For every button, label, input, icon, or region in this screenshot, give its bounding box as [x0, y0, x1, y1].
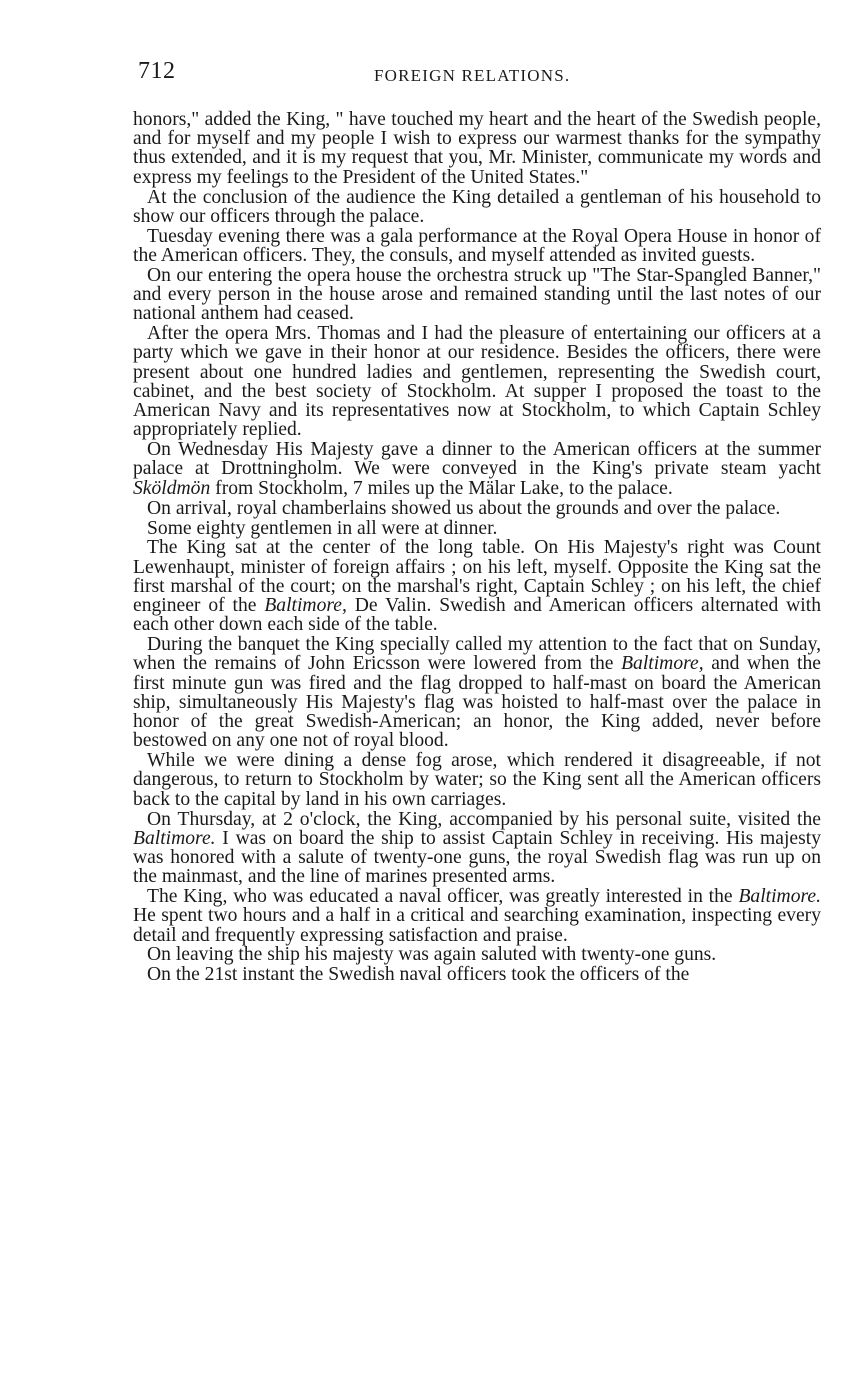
- paragraph-text: On the 21st instant the Swedish naval officers took the officers of the: [147, 964, 690, 986]
- paragraph-text: from Stockholm, 7 miles up the Mälar Lake, to the palace.: [210, 477, 673, 499]
- italic-ship-name: Baltimore,: [621, 653, 704, 675]
- italic-ship-name: Sköldmön: [133, 477, 211, 499]
- paragraph-text: During the banquet the King specially called my attention to the fact that on Sunday, when the remains of John Ericsson were lowered from the: [133, 634, 821, 675]
- paragraph: [133, 227, 821, 265]
- paragraph-text: While we were dining a dense fog arose, which rendered it disagreeable, if not dangerous, to return to Stockholm by water; so the King sent all the American officers back to the capital by land in his own carriages.: [133, 750, 821, 810]
- running-head: FOREIGN RELATIONS.: [374, 66, 571, 85]
- paragraph: [133, 945, 821, 964]
- paragraph-text: On leaving the ship his majesty was again saluted with twenty-one guns.: [147, 944, 717, 966]
- page-number: 712: [138, 58, 176, 84]
- paragraph: [133, 188, 821, 226]
- paragraph-text: Some eighty gentlemen in all were at dinner.: [147, 517, 498, 539]
- paragraph: [133, 499, 821, 518]
- paragraph: [133, 324, 821, 439]
- body-text: [133, 110, 821, 985]
- italic-ship-name: Baltimore.: [738, 886, 821, 908]
- paragraph-text: honors," added the King, " have touched my heart and the heart of the Swedish people, and for myself and my people I wish to express our warmest thanks for the sympathy thus extended, and it is my request that you, Mr. Minister, communicate my words and express my feelings to the President of the United States.": [133, 109, 821, 188]
- paragraph: [133, 887, 821, 945]
- paragraph: [133, 965, 821, 984]
- paragraph: [133, 266, 821, 324]
- paragraph-text: The King sat at the center of the long table. On His Majesty's right was Count Lewenhaupt, minister of foreign affairs ; on his left, myself. Opposite the King sat the first marshal of the court; on the marshal's right, Captain Schley ; on his left, the chief engineer of the: [133, 537, 821, 617]
- paragraph-text: Tuesday evening there was a gala performance at the Royal Opera House in honor of the American officers. They, the consuls, and myself attended as invited guests.: [133, 225, 821, 266]
- paragraph: [133, 440, 821, 498]
- paragraph-text: At the conclusion of the audience the King detailed a gentleman of his household to show our officers through the palace.: [133, 186, 821, 227]
- paragraph: [133, 110, 821, 187]
- paragraph: [133, 635, 821, 750]
- italic-ship-name: Baltimore.: [133, 827, 216, 849]
- paragraph-text: On Wednesday His Majesty gave a dinner to the American officers at the summer palace at Drottningholm. We were conveyed in the King's private steam yacht: [133, 439, 821, 480]
- paragraph: [133, 751, 821, 809]
- paragraph-text: and when the first minute gun was fired and the flag dropped to half-mast on board the American ship, simultaneously His Majesty's flag was hoisted to half-mast over the palace in honor of the great Swedish-American; an honor, the King added, never before bestowed on any one not of royal blood.: [133, 653, 821, 752]
- page-header: [138, 58, 828, 88]
- paragraph: [133, 810, 821, 887]
- paragraph-text: After the opera Mrs. Thomas and I had the pleasure of entertaining our officers at a party which we gave in their honor at our residence. Besides the officers, there were present about one hundred ladies and gentlemen, representing the Swedish court, cabinet, and the best society of Stockholm. At supper I proposed the toast to the American Navy and its representatives now at Stockholm, to which Captain Schley appropriately replied.: [133, 323, 821, 441]
- paragraph-text: On Thursday, at 2 o'clock, the King, accompanied by his personal suite, visited the: [147, 808, 821, 830]
- paragraph-text: The King, who was educated a naval officer, was greatly interested in the: [147, 886, 739, 908]
- paragraph-text: De Valin. Swedish and American officers alternated with each other down each side of the table.: [133, 595, 821, 636]
- italic-ship-name: Baltimore,: [264, 595, 347, 617]
- paragraph: [133, 538, 821, 634]
- paragraph: [133, 519, 821, 538]
- paragraph-text: He spent two hours and a half in a critical and searching examination, inspecting every detail and frequently expressing satisfaction and praise.: [133, 905, 821, 946]
- paragraph-text: On our entering the opera house the orchestra struck up "The Star-Spangled Banner," and every person in the house arose and remained standing until the last notes of our national anthem had ceased.: [133, 264, 821, 325]
- paragraph-text: I was on board the ship to assist Captain Schley in receiving. His majesty was honored with a salute of twenty-one guns, the royal Swedish flag was run up on the mainmast, and the line of marines presented arms.: [133, 827, 821, 888]
- paragraph-text: On arrival, royal chamberlains showed us about the grounds and over the palace.: [147, 497, 781, 519]
